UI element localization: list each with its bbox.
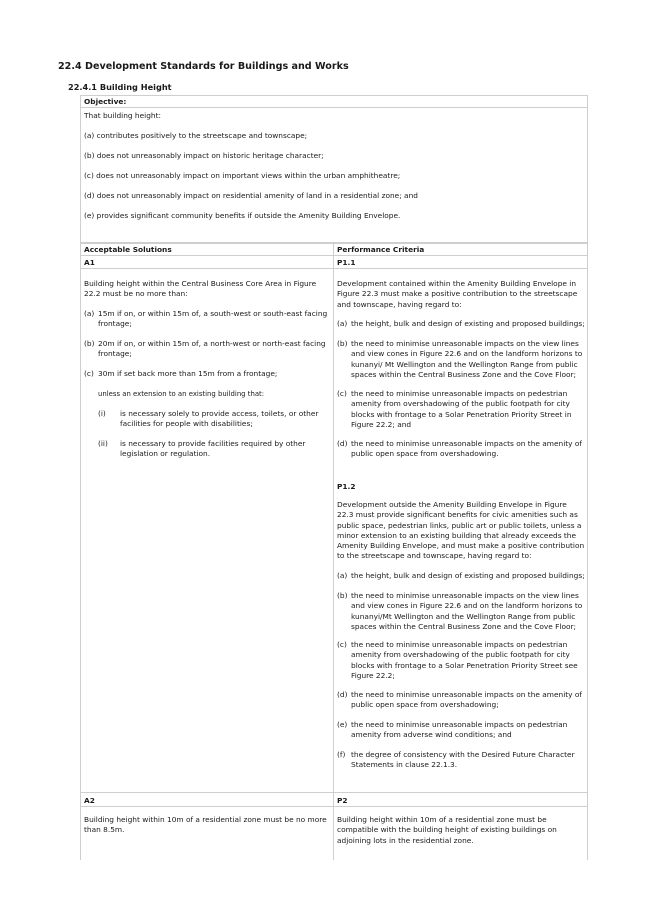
a1-sub-i-marker: (i) (98, 409, 106, 418)
a2-label: A2 (84, 796, 95, 805)
a1-item-b-marker: (b) (84, 339, 95, 348)
p11-item-b-text: the need to minimise unreasonable impacts on the view lines and view cones in Figure 22.6 and on the landform horizons to kunanyi/ Mt Wellington and the Wellington Range from public spaces within the Central Business Zone and the Cove Floor; (351, 339, 583, 379)
p12-text: Development outside the Amenity Building Envelope in Figure 22.3 must provide significant benefits for civic amenities such as public space, pedestrian links, public art or public toilets, unless a minor extension to an existing building that already exceeds the Amenity Building Envelope, and must make a positive contribution to the streetscape and townscape, having regard to: (337, 500, 585, 561)
a1-item-c-marker: (c) (84, 369, 94, 378)
p11-text: Development contained within the Amenity Building Envelope in Figure 22.3 must make a positive contribution to the streetscape and townscape, having regard to: (337, 279, 578, 309)
p12-item-e-text: the need to minimise unreasonable impacts on pedestrian amenity from adverse wind conditions; and (351, 720, 568, 740)
label-row-divider-a2 (80, 806, 588, 807)
p12-item-e-marker: (e) (337, 720, 348, 729)
p11-item-d-text: the need to minimise unreasonable impacts on the amenity of public open space from overshadowing. (351, 439, 583, 459)
section-subtitle: 22.4.1 Building Height (68, 82, 172, 92)
p11-item-a-marker: (a) (337, 319, 348, 328)
acceptable-solutions-header: Acceptable Solutions (84, 245, 172, 254)
p12-item-a-marker: (a) (337, 571, 348, 580)
p12-item-a-text: the height, bulk and design of existing and proposed buildings; (351, 571, 585, 580)
a1-label: A1 (84, 258, 95, 267)
a1-item-c-text: 30m if set back more than 15m from a frontage; (98, 369, 278, 378)
row-divider-a2 (80, 792, 588, 793)
p11-item-a-text: the height, bulk and design of existing and proposed buildings; (351, 319, 585, 328)
p12-item-f-marker: (f) (337, 750, 346, 759)
a1-item-a-text: 15m if on, or within 15m of, a south-west or south-east facing frontage; (98, 309, 328, 329)
objective-item-e: (e) provides significant community benefits if outside the Amenity Building Envelope. (84, 211, 401, 220)
objective-item-d: (d) does not unreasonably impact on residential amenity of land in a residential zone; and (84, 191, 418, 200)
objective-item-a: (a) contributes positively to the streetscape and townscape; (84, 131, 308, 140)
objective-item-b: (b) does not unreasonably impact on historic heritage character; (84, 151, 324, 160)
a1-sub-ii-text: is necessary to provide facilities required by other legislation or regulation. (120, 439, 306, 459)
p2-text: Building height within 10m of a residential zone must be compatible with the building height of existing buildings on adjoining lots in the residential zone. (337, 815, 557, 845)
a1-unless-text: unless an extension to an existing building that: (98, 390, 265, 398)
p11-item-d-marker: (d) (337, 439, 348, 448)
objective-heading-divider (80, 107, 588, 108)
column-divider (333, 243, 334, 860)
p11-item-b-marker: (b) (337, 339, 348, 348)
performance-criteria-header: Performance Criteria (337, 245, 425, 254)
a1-item-a-marker: (a) (84, 309, 95, 318)
a1-text: Building height within the Central Business Core Area in Figure 22.2 must be no more than: (84, 279, 317, 299)
p12-item-d-text: the need to minimise unreasonable impacts on the amenity of public open space from overshadowing; (351, 690, 583, 710)
objective-heading: Objective: (84, 97, 127, 106)
p12-item-c-text: the need to minimise unreasonable impacts on pedestrian amenity from overshadowing of the public footpath for city blocks with frontage to a Solar Penetration Priority Street see Figure 22.2; (351, 640, 578, 680)
a2-text: Building height within 10m of a residential zone must be no more than 8.5m. (84, 815, 327, 835)
section-title: 22.4 Development Standards for Buildings and Works (58, 61, 349, 72)
p12-item-b-text: the need to minimise unreasonable impacts on the view lines and view cones in Figure 22.6 and on the landform horizons to kunanyi/Mt Wellington and the Wellington Range from public spaces within the Central Business Zone and the Cove Floor; (351, 591, 583, 631)
a1-item-b-text: 20m if on, or within 15m of, a north-west or north-east facing frontage; (98, 339, 326, 359)
p12-item-d-marker: (d) (337, 690, 348, 699)
p12-label: P1.2 (337, 482, 356, 491)
a1-sub-ii-marker: (ii) (98, 439, 108, 448)
label-row-divider (80, 268, 588, 269)
p11-label: P1.1 (337, 258, 356, 267)
a1-sub-i-text: is necessary solely to provide access, toilets, or other facilities for people with disabilities; (120, 409, 319, 429)
p12-item-f-text: the degree of consistency with the Desired Future Character Statements in clause 22.1.3. (351, 750, 575, 770)
p2-label: P2 (337, 796, 348, 805)
p11-item-c-marker: (c) (337, 389, 347, 398)
p12-item-c-marker: (c) (337, 640, 347, 649)
p12-item-b-marker: (b) (337, 591, 348, 600)
objective-intro: That building height: (84, 111, 161, 120)
p11-item-c-text: the need to minimise unreasonable impacts on pedestrian amenity from overshadowing of the public footpath for city blocks with frontage to a Solar Penetration Priority Street in Figure 22.2; and (351, 389, 572, 429)
objective-item-c: (c) does not unreasonably impact on important views within the urban amphitheatre; (84, 171, 401, 180)
